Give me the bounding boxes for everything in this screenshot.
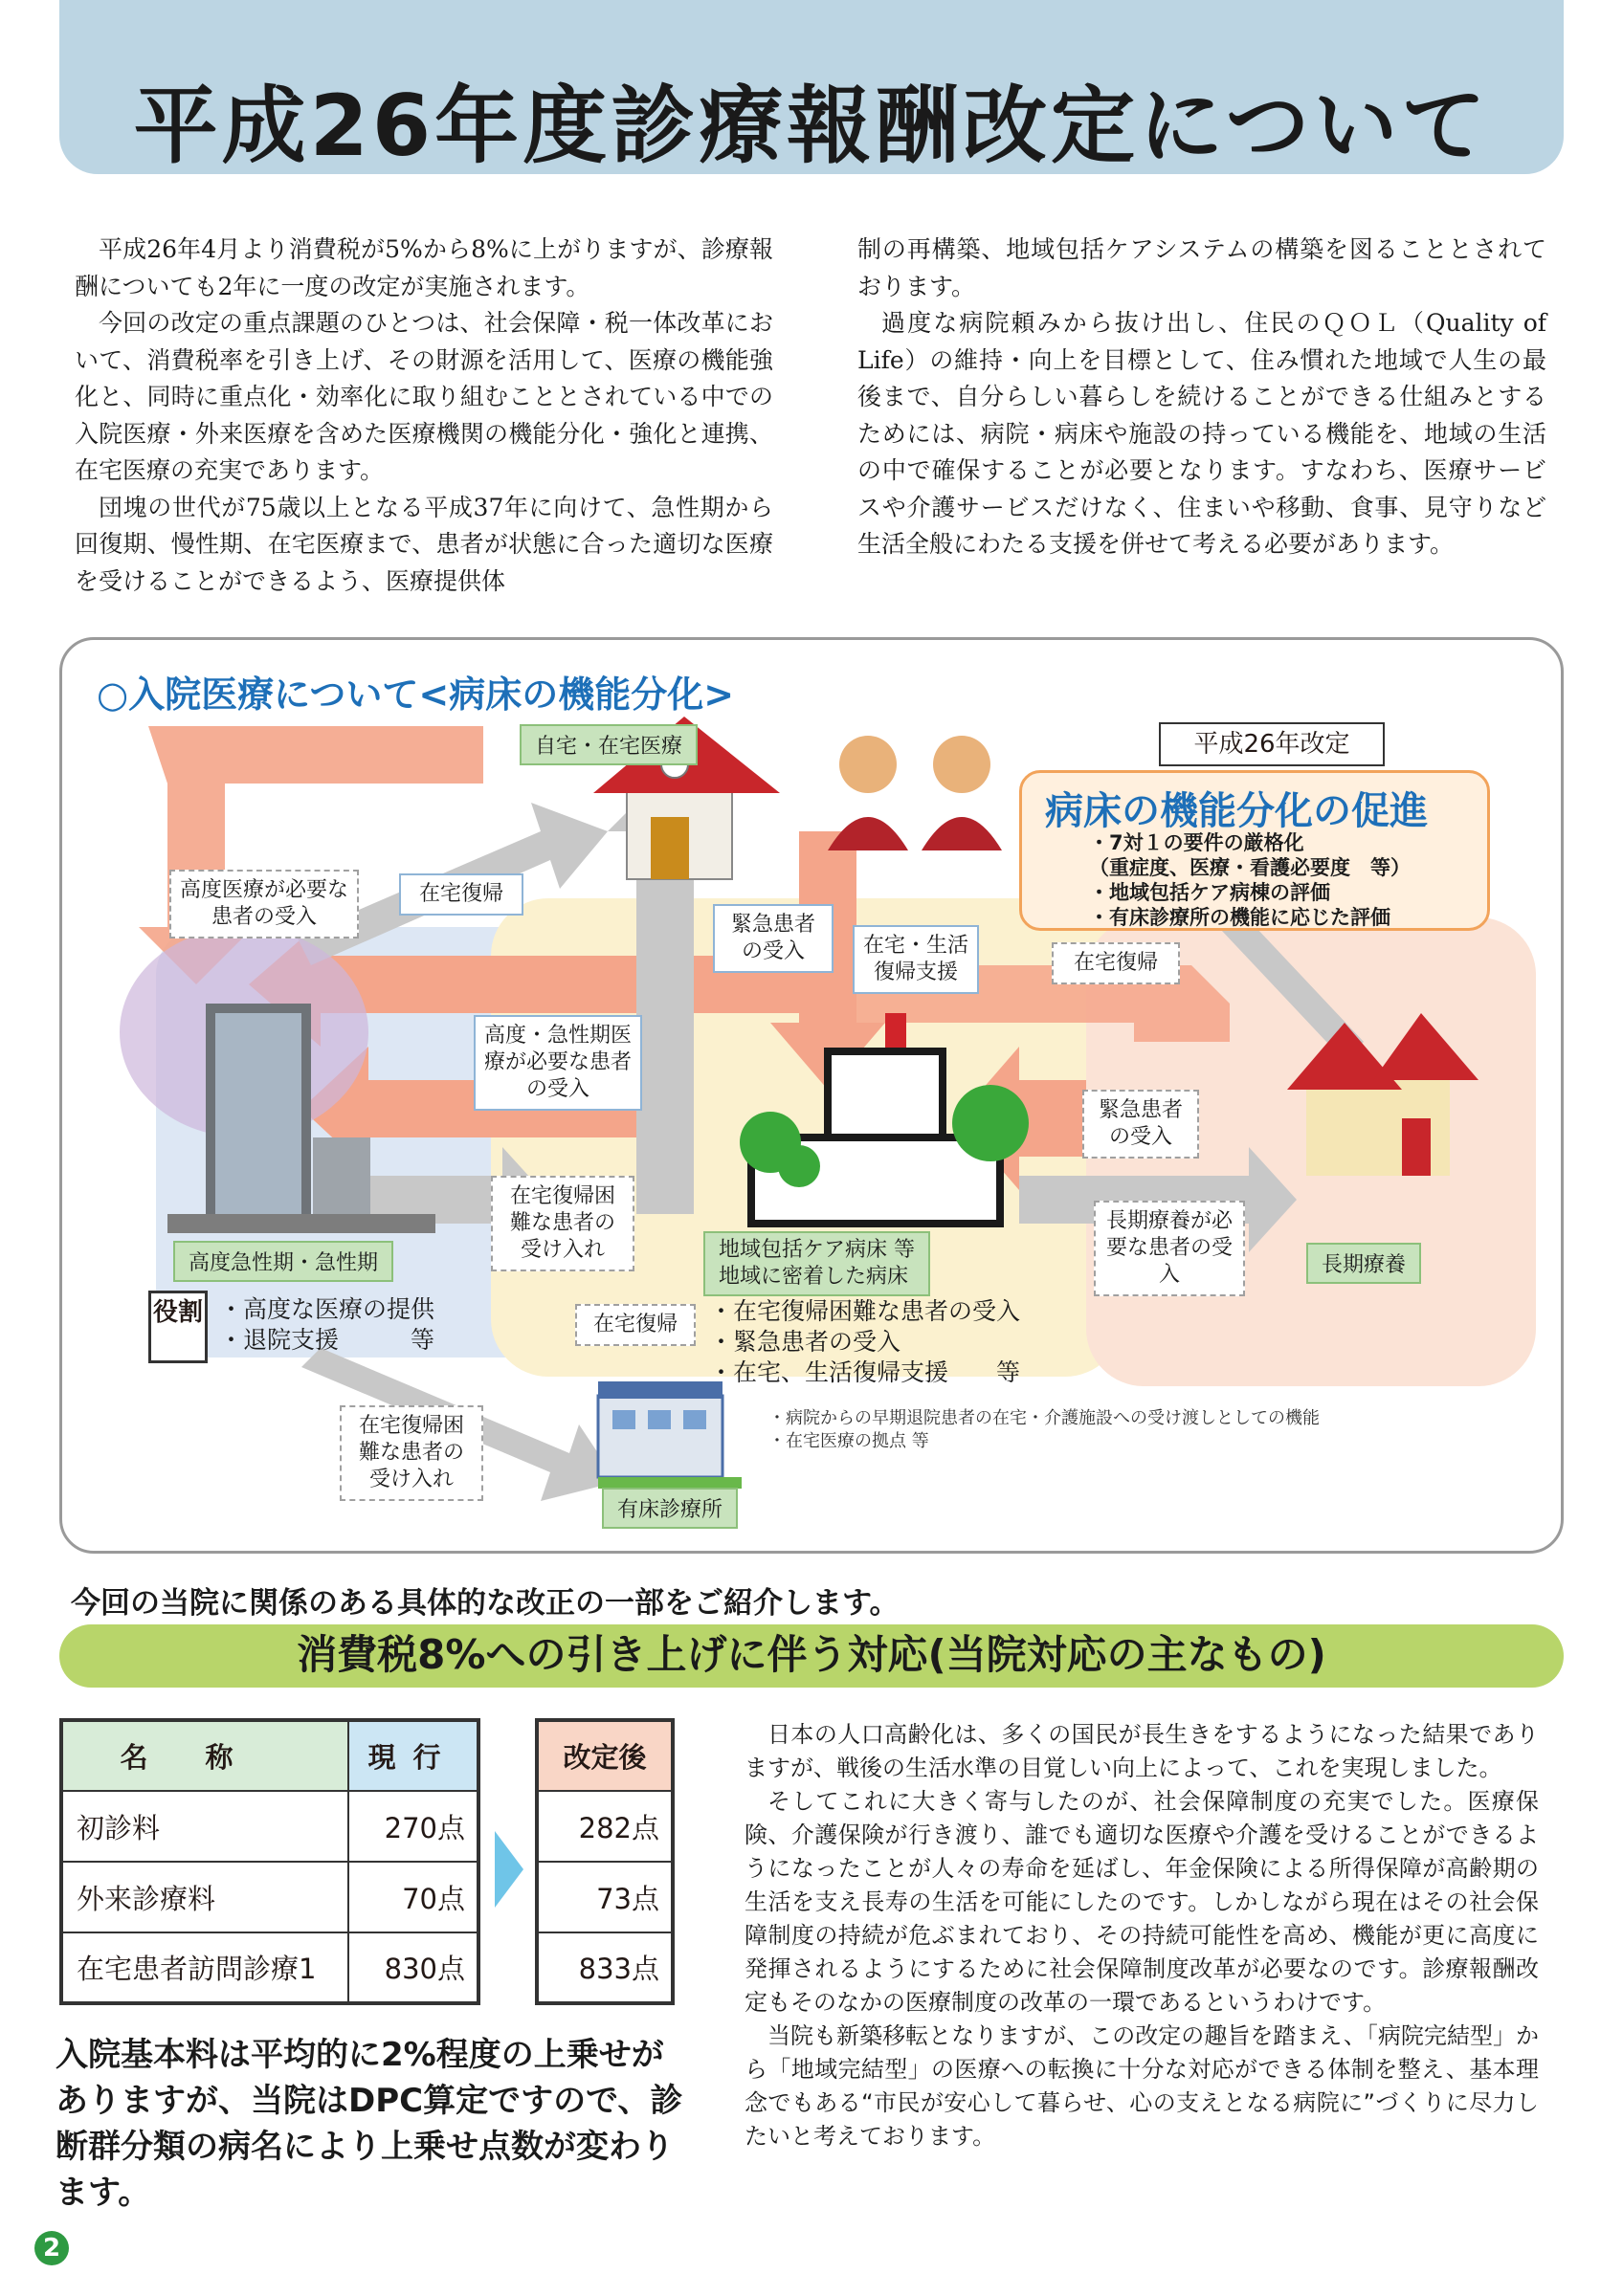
table-row bbox=[61, 1932, 478, 2003]
community-title: 地域包括ケア病床 等 地域に密着した病床 bbox=[703, 1231, 930, 1296]
fee-current: 270点 bbox=[348, 1791, 478, 1862]
label-longterm-accept: 長期療養が必要な患者の受入 bbox=[1094, 1201, 1245, 1296]
label-emergency: 緊急患者の受入 bbox=[713, 904, 834, 973]
section-title-bar: 消費税8%への引き上げに伴う対応(当院対応の主なもの) bbox=[59, 1624, 1564, 1688]
fee-after: 73点 bbox=[537, 1862, 673, 1932]
fee-name: 外来診療料 bbox=[61, 1862, 348, 1932]
home-label: 自宅・在宅医療 bbox=[520, 724, 698, 765]
role-label: 役割 bbox=[148, 1291, 208, 1363]
label-return-home: 在宅復帰 bbox=[575, 1304, 696, 1346]
column-header-name: 名称 bbox=[61, 1720, 348, 1791]
table-header-row bbox=[61, 1720, 478, 1791]
label-return-home: 在宅復帰 bbox=[399, 873, 523, 916]
diagram-heading: ○入院医療について<病床の機能分化> bbox=[97, 673, 735, 716]
body-paragraph: 当院も新築移転となりますが、この改定の趣旨を踏まえ、「病院完結型」から「地域完結型」の医療への転換に十分な対応ができる体制を整え、基本理念でもある“市民が安心して暮らせ、心の支えとなる病院に”づくりに尽力したいと考えております。 bbox=[745, 2022, 1539, 2150]
role-item: ・高度な医療の提供 bbox=[219, 1295, 435, 1323]
intro-paragraph: 平成26年4月より消費税が5%から8%に上がりますが、診療報酬についても2年に一度の改定が実施されます。 bbox=[75, 235, 773, 300]
right-column-text bbox=[745, 1718, 1539, 2153]
promotion-list bbox=[1089, 830, 1411, 930]
column-header-current: 現行 bbox=[348, 1720, 478, 1791]
promotion-item: （重症度、医療・看護必要度 等） bbox=[1089, 856, 1411, 879]
clinic-list bbox=[768, 1407, 1320, 1453]
column-header-after: 改定後 bbox=[537, 1720, 673, 1791]
longterm-title: 長期療養 bbox=[1306, 1243, 1421, 1284]
label-acute-accept: 高度・急性期医療が必要な患者の受入 bbox=[474, 1015, 642, 1111]
intro-paragraph: 今回の改定の重点課題のひとつは、社会保障・税一体改革において、消費税率を引き上げ、その財源を活用して、医療の機能強化と、同時に重点化・効率化に取り組むこととされている中での入院医療・外来医療を含めた医療機関の機能分化・強化と連携、在宅医療の充実であります。 bbox=[75, 309, 773, 484]
table-header-row bbox=[537, 1720, 673, 1791]
people-icon bbox=[828, 736, 1002, 850]
label-high-accept: 高度医療が必要な患者の受入 bbox=[169, 870, 359, 938]
page-title: 平成26年度診療報酬改定について bbox=[133, 77, 1490, 175]
table-row bbox=[61, 1791, 478, 1862]
role-list bbox=[219, 1294, 434, 1356]
revision-label: 平成26年改定 bbox=[1159, 722, 1385, 766]
body-paragraph: 日本の人口高齢化は、多くの国民が長生きをするようになった結果でありますが、戦後の生活水準の目覚しい向上によって、これを実現しました。 bbox=[745, 1721, 1539, 1781]
clinic-title: 有床診療所 bbox=[602, 1488, 738, 1529]
body-paragraph: そしてこれに大きく寄与したのが、社会保障制度の充実でした。医療保険、介護保険が行き渡り、誰でも適切な医療や介護を受けることができるようになったことが人々の寿命を延ばし、年金保険による所得保障が高齢期の生活を支え長寿の生活を可能にしたのです。しかしながら現在はその社会保障制度の持続が危ぶまれており、その持続可能性を高め、機能が更に高度に発揮されるようにするために社会保障制度改革が必要なのです。診療報酬改定もそのなかの医療制度の改革の一環であるというわけです。 bbox=[745, 1788, 1539, 2016]
clinic-item: ・在宅医療の拠点 等 bbox=[768, 1431, 929, 1451]
intro-right-column bbox=[857, 232, 1546, 563]
inpatient-note: 入院基本料は平均的に2%程度の上乗せがありますが、当院はDPC算定ですので、診断群分類の病名により上乗せ点数が変わります。 bbox=[56, 2036, 683, 2212]
label-return-home: 在宅復帰 bbox=[1052, 942, 1180, 984]
fee-current: 830点 bbox=[348, 1932, 478, 2003]
label-emergency: 緊急患者の受入 bbox=[1082, 1090, 1199, 1159]
community-item: ・緊急患者の受入 bbox=[709, 1328, 901, 1356]
clinic-icon bbox=[598, 1381, 742, 1489]
bed-function-diagram bbox=[59, 637, 1564, 1554]
promotion-item: ・地域包括ケア病棟の評価 bbox=[1089, 881, 1330, 904]
page-number: 2 bbox=[34, 2231, 69, 2265]
fee-name: 初診料 bbox=[61, 1791, 348, 1862]
section-intro: 今回の当院に関係のある具体的な改正の一部をご紹介します。 bbox=[71, 1586, 900, 1621]
role-item: ・退院支援 等 bbox=[219, 1326, 435, 1354]
intro-left-column bbox=[75, 232, 773, 600]
table-row bbox=[537, 1791, 673, 1862]
community-item: ・在宅復帰困難な患者の受入 bbox=[709, 1297, 1021, 1325]
revised-fee-table bbox=[535, 1718, 675, 2005]
table-row bbox=[61, 1862, 478, 1932]
intro-paragraph: 過度な病院頼みから抜け出し、住民のＱＯＬ（Quality of Life）の維持・向上を目標として、住み慣れた地域で人生の最後まで、自分らしい暮らしを続けることができる仕組みとするためには、病院・病床や施設の持っている機能を、地域の生活の中で確保することが必要となります。すなわち、医療サービスや介護サービスだけなく、住まいや移動、食事、見守りなど生活全般にわたる支援を併せて考える必要があります。 bbox=[857, 309, 1546, 558]
fee-name: 在宅患者訪問診療1 bbox=[61, 1932, 348, 2003]
label-home-support: 在宅・生活復帰支援 bbox=[853, 925, 979, 994]
intro-paragraph: 制の再構築、地域包括ケアシステムの構築を図ることとされております。 bbox=[857, 235, 1546, 300]
intro-paragraph: 団塊の世代が75歳以上となる平成37年に向けて、急性期から回復期、慢性期、在宅医療まで、患者が状態に合った適切な医療を受けることができるよう、医療提供体 bbox=[75, 493, 773, 595]
fee-table bbox=[59, 1718, 480, 2005]
chevron-right-icon bbox=[495, 1831, 523, 1908]
fee-current: 70点 bbox=[348, 1862, 478, 1932]
promotion-item: ・有床診療所の機能に応じた評価 bbox=[1089, 906, 1390, 929]
community-item: ・在宅、生活復帰支援 等 bbox=[709, 1358, 1021, 1386]
promotion-box bbox=[1019, 770, 1490, 931]
table-row bbox=[537, 1862, 673, 1932]
community-list bbox=[709, 1296, 1020, 1388]
label-difficult-accept: 在宅復帰困難な患者の受け入れ bbox=[491, 1176, 634, 1271]
promotion-item: ・7対１の要件の厳格化 bbox=[1089, 831, 1304, 854]
promotion-title: 病床の機能分化の促進 bbox=[1045, 789, 1428, 833]
table-row bbox=[537, 1932, 673, 2003]
acute-title: 高度急性期・急性期 bbox=[173, 1241, 393, 1282]
fee-after: 282点 bbox=[537, 1791, 673, 1862]
clinic-item: ・病院からの早期退院患者の在宅・介護施設への受け渡しとしての機能 bbox=[768, 1408, 1320, 1428]
label-difficult-accept: 在宅復帰困難な患者の受け入れ bbox=[340, 1405, 483, 1501]
fee-after: 833点 bbox=[537, 1932, 673, 2003]
